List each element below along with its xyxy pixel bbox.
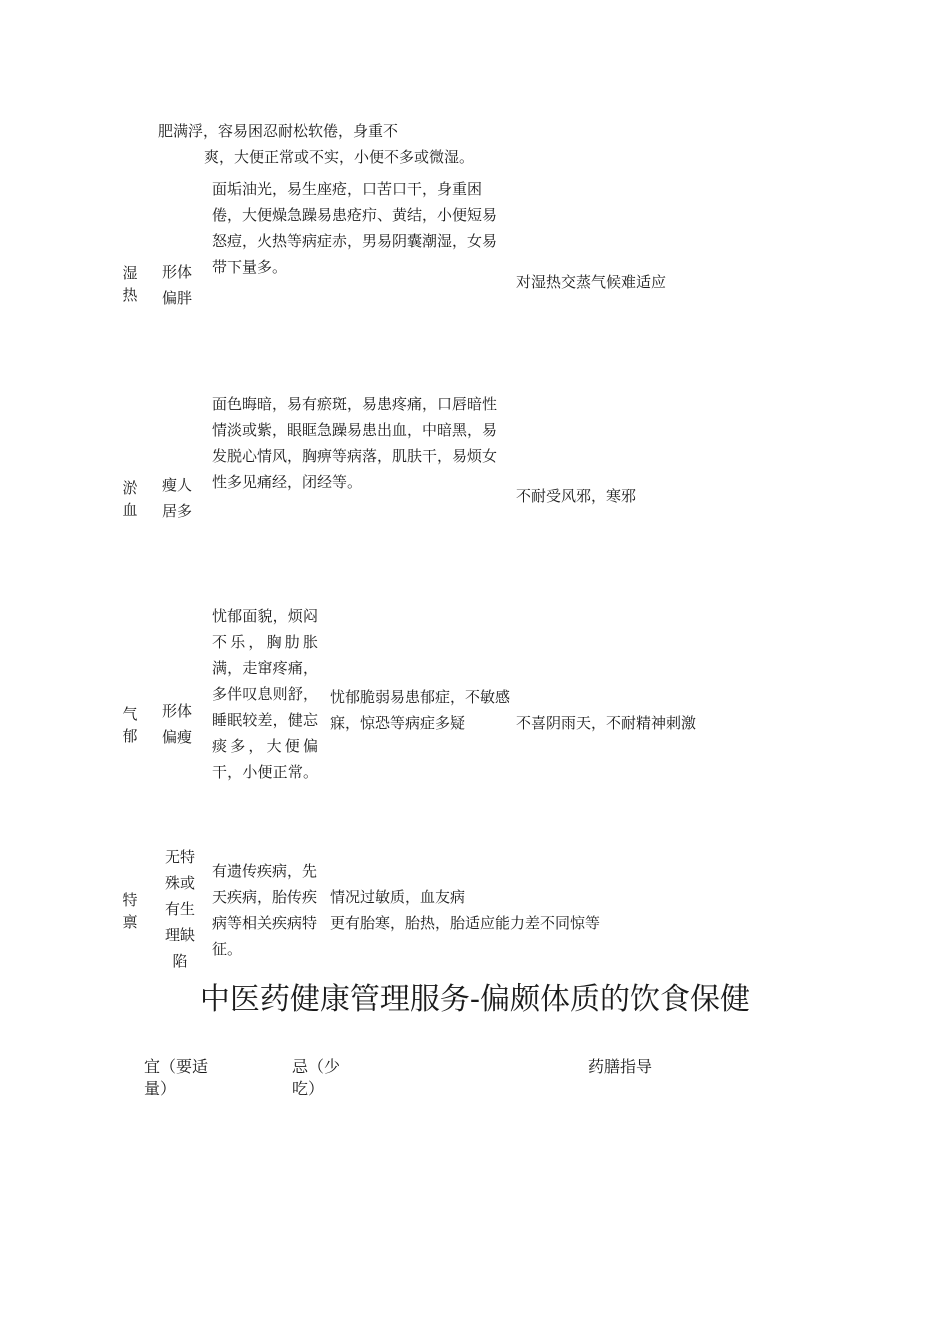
row-mental-traits: 忧郁脆弱易患郁症，不敏感寐，惊恐等病症多疑 bbox=[330, 688, 511, 732]
row-symptoms: 忧郁面貌，烦闷不乐，胸肋胀满，走窜疼痛，多伴叹息则舒，睡眠较差，健忘痰多，大便偏干，小便正常。 bbox=[212, 607, 318, 781]
row-type-label: 气郁 bbox=[122, 705, 138, 745]
row-mental-traits: 情况过敏质，血友病 bbox=[330, 888, 466, 906]
row-form-label: 无特殊或有生理缺陷 bbox=[164, 848, 195, 970]
row-adaptability: 对湿热交蒸气候难适应 bbox=[516, 273, 667, 291]
header-diet-guide: 药膳指导 bbox=[588, 1057, 653, 1076]
row-form-label: 形体偏胖 bbox=[162, 263, 193, 307]
section-title: 中医药健康管理服务-偏颇体质的饮食保健 bbox=[199, 982, 751, 1017]
row-type-label: 淤血 bbox=[122, 479, 138, 519]
row-type-label: 特禀 bbox=[122, 891, 138, 931]
row-form-label: 瘦人居多 bbox=[162, 476, 193, 520]
continuation-line-2: 爽，大便正常或不实，小便不多或微湿。 bbox=[204, 148, 475, 166]
row-adaptability: 更有胎寒，胎热，胎适应能力差不同惊等 bbox=[330, 914, 601, 932]
row-symptoms: 有遗传疾病，先天疾病，胎传疾病等相关疾病特征。 bbox=[212, 862, 318, 958]
header-yi: 宜（要适量） bbox=[144, 1057, 209, 1098]
row-adaptability: 不喜阴雨天，不耐精神刺激 bbox=[516, 714, 697, 732]
row-type-label: 湿热 bbox=[122, 264, 138, 304]
continuation-line-1: 肥满浮，容易困忍耐松软倦，身重不 bbox=[158, 122, 399, 140]
header-ji: 忌（少吃） bbox=[292, 1057, 341, 1098]
row-form-label: 形体偏瘦 bbox=[162, 702, 193, 746]
row-adaptability: 不耐受风邪，寒邪 bbox=[516, 487, 637, 505]
row-symptoms: 面色晦暗，易有瘀斑，易患疼痛，口唇暗性情淡或紫，眼眶急躁易患出血，中暗黑，易发脱心情风，胸痹等病落，肌肤干，易烦女性多见痛经，闭经等。 bbox=[212, 395, 498, 491]
row-symptoms: 面垢油光，易生座疮，口苦口干，身重困倦，大便燥急躁易患疮疖、黄结，小便短易怒痘，火热等病症赤，男易阴囊潮湿，女易带下量多。 bbox=[212, 180, 498, 276]
